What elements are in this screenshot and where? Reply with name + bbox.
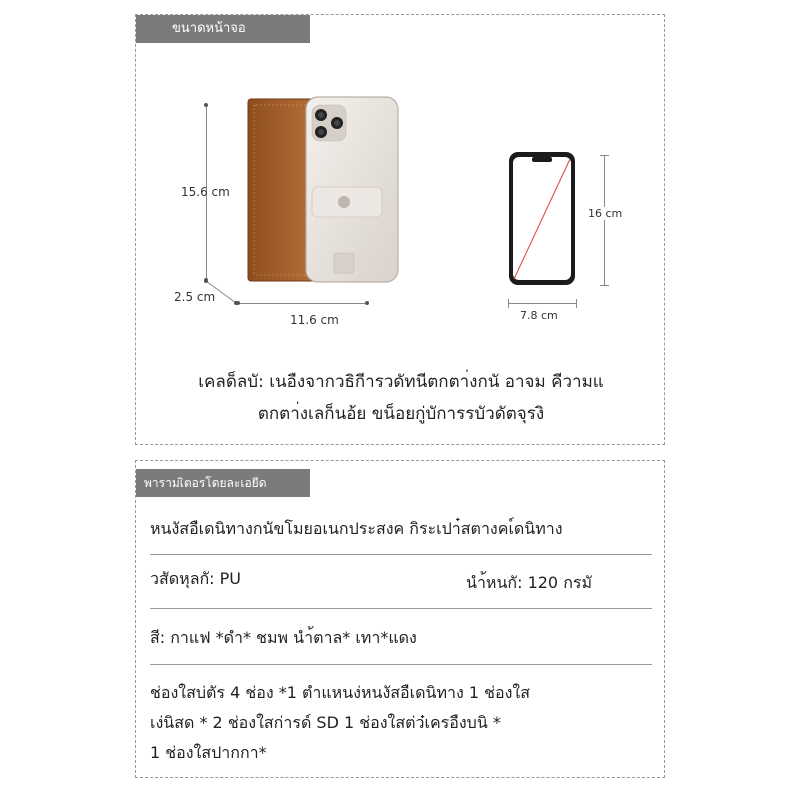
- wallet-width-dot-right: [365, 301, 369, 305]
- wallet-height-dot-top: [204, 103, 208, 107]
- phone-width-line: [508, 303, 576, 304]
- phone-screen-illustration: [508, 151, 578, 287]
- phone-width-label: 7.8 cm: [520, 309, 558, 322]
- spec-description: หนงัสอืเดนิทางกนัขโมยอเนกประสงค กิระเปา๋สตางคเ์ดนิทาง: [150, 519, 563, 538]
- specs-panel: [135, 460, 665, 778]
- spec-slots-line1: ช่องใสบ่ตัร 4 ช่อง *1 ตำแหนง่หนงัสอืเดนิทาง 1 ช่องใส: [150, 683, 530, 702]
- wallet-height-label: 15.6 cm: [181, 185, 230, 199]
- spec-divider: [150, 608, 652, 609]
- wallet-width-line: [238, 303, 368, 304]
- phone-height-line: [604, 155, 605, 285]
- measurement-note-line1: เคลด็ลบั: เนอืงจากวธิกีารวดัทนีตกตา่งกนั อาจม คีวามแ: [198, 372, 604, 392]
- size-panel: [135, 14, 665, 445]
- phone-height-cap-top: [600, 155, 609, 156]
- spec-divider: [150, 664, 652, 665]
- wallet-depth-label: 2.5 cm: [174, 290, 216, 304]
- spec-slots-line2: เง่นิสด * 2 ช่องใสก่ารด์ SD 1 ช่องใสต่ว๋เครอืงบนิ *: [150, 713, 501, 732]
- size-section-title: ขนาดหน้าจอ: [136, 15, 310, 43]
- wallet-width-dot-left: [236, 301, 240, 305]
- phone-width-cap-left: [508, 299, 509, 308]
- spec-divider: [150, 554, 652, 555]
- phone-height-cap-bottom: [600, 285, 609, 286]
- wallet-width-label: 11.6 cm: [290, 313, 339, 327]
- spec-weight: นำ้หนกั: 120 กรมั: [466, 573, 593, 592]
- phone-height-label: 16 cm: [588, 207, 623, 220]
- measurement-note-line2: ตกตา่งเลก็นอ้ย ขน็อยกู่บัการรบัวดัตจุรงิ: [257, 404, 545, 424]
- specs-section-title: พารามเิตอรโดยละเอยีด: [136, 469, 310, 497]
- phone-width-cap-right: [576, 299, 577, 308]
- spec-slots-line3: 1 ช่องใสปากกา*: [150, 743, 267, 762]
- spec-colors: สี: กาแฟ *ดำ* ชมพ นำ้ตาล* เทา*แดง: [150, 628, 417, 647]
- spec-material: วสัดหุลกั: PU: [150, 569, 242, 588]
- wallet-with-phone-illustration: [246, 95, 406, 290]
